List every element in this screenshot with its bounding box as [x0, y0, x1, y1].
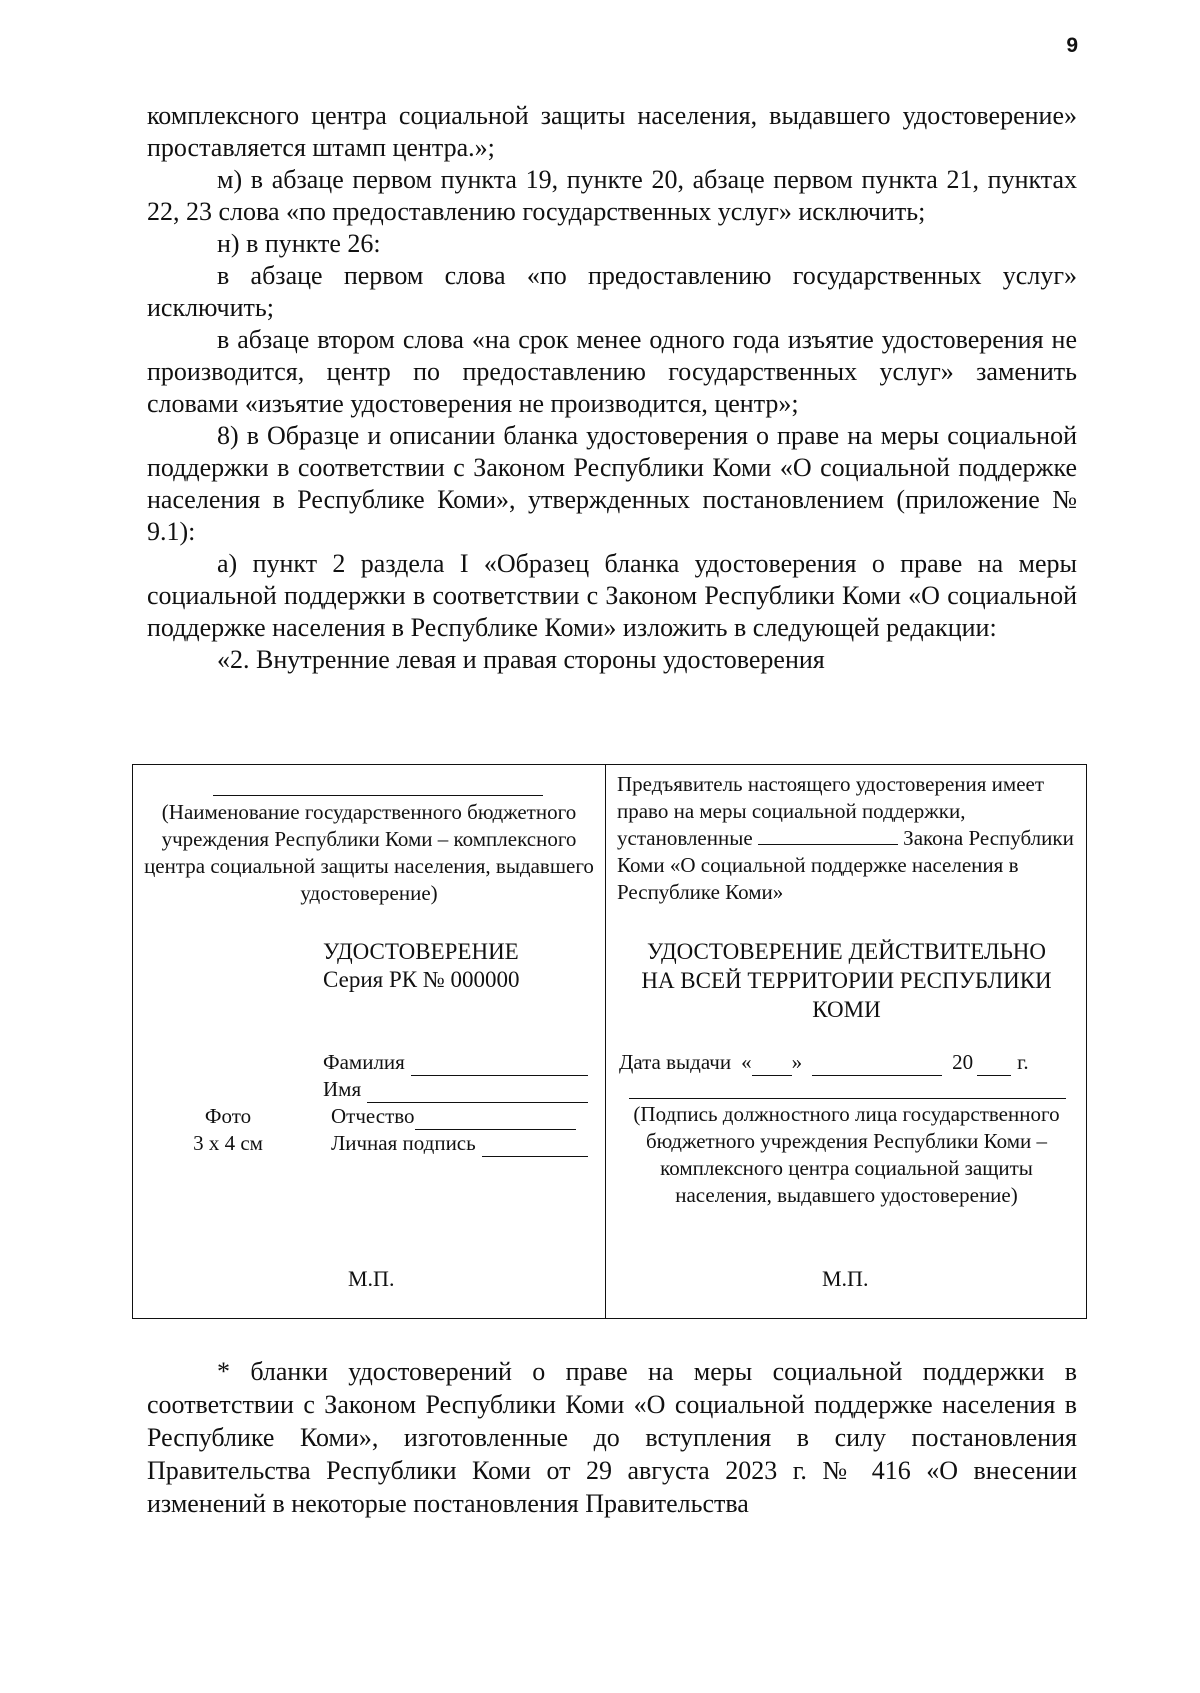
close-quote: »	[791, 1050, 803, 1074]
validity-statement	[607, 937, 1086, 1024]
issue-month-blank	[812, 1057, 942, 1076]
surname-field	[323, 1049, 588, 1076]
validity-line-1: УДОСТОВЕРЕНИЕ ДЕЙСТВИТЕЛЬНО	[647, 939, 1046, 964]
issue-year-blank	[977, 1057, 1011, 1076]
paragraph-first-abzac: в абзаце первом слова «по предоставлению государственных услуг» исключить;	[147, 261, 1077, 322]
form-left-side	[133, 765, 605, 1318]
paragraph-continuation: комплексного центра социальной защиты населения, выдавшего удостоверение» проставляется штамп центра.»;	[147, 101, 1077, 162]
holder-text-part2: Закона Республики Коми «О социальной поддержке населения в Республике Коми»	[617, 826, 1074, 904]
certificate-title: УДОСТОВЕРЕНИЕ	[323, 939, 519, 964]
footnote-text: * бланки удостоверений о праве на меры социальной поддержки в соответствии с Законом Республики Коми «О социальной поддержке населения в Республике Коми», изготовленные до вступления в силу постановления Правительства Республики Коми от 29 августа 2023 г. № 416 «О внесении изменений в некоторые постановления Правительства	[147, 1357, 1077, 1518]
certificate-series: Серия РК № 000000	[323, 967, 520, 992]
surname-blank-line	[411, 1055, 588, 1076]
issue-date-label: Дата выдачи	[619, 1050, 732, 1074]
law-article-blank-line	[758, 826, 898, 845]
patronymic-label: Отчество	[331, 1104, 415, 1128]
organization-caption: (Наименование государственного бюджетного учреждения Республики Коми – комплексного центра социальной защиты населения, выдавшего удостоверение)	[144, 800, 594, 905]
official-signature-caption: (Подпись должностного лица государственного бюджетного учреждения Республики Коми – комплексного центра социальной защиты населения, выдавшего удостоверение)	[633, 1102, 1060, 1207]
name-blank-line	[367, 1082, 588, 1103]
paragraph-form-heading: «2. Внутренние левая и правая стороны удостоверения	[217, 645, 825, 674]
form-right-side	[607, 765, 1086, 1318]
body-text	[147, 100, 1077, 676]
paragraph-second-abzac: в абзаце втором слова «на срок менее одного года изъятие удостоверения не производится, центр по предоставлению государственных услуг» заменить словами «изъятие удостоверения не производится, центр»;	[147, 325, 1077, 418]
personal-signature-blank-line	[482, 1136, 588, 1157]
name-label: Имя	[323, 1077, 362, 1101]
validity-line-3: КОМИ	[812, 997, 881, 1022]
form-column-divider	[605, 765, 606, 1318]
year-prefix: 20	[952, 1050, 974, 1074]
year-suffix: г.	[1017, 1050, 1029, 1074]
personal-signature-label: Личная подпись	[331, 1131, 476, 1155]
paragraph-item-a: а) пункт 2 раздела I «Образец бланка удостоверения о праве на меры социальной поддержки в соответствии с Законом Республики Коми «О социальной поддержке населения в Республике Коми» изложить в следующей редакции:	[147, 549, 1077, 642]
name-field	[323, 1076, 588, 1103]
page-number: 9	[1066, 34, 1078, 57]
patronymic-field	[331, 1103, 576, 1130]
photo-size: 3 х 4 см	[193, 1131, 263, 1155]
validity-line-2: НА ВСЕЙ ТЕРРИТОРИИ РЕСПУБЛИКИ	[641, 968, 1052, 993]
left-stamp-place: М.П.	[348, 1266, 395, 1291]
paragraph-item-8: 8) в Образце и описании бланка удостоверения о праве на меры социальной поддержки в соответствии с Законом Республики Коми «О социальной поддержке населения в Республике Коми», утвержденных постановлением (приложение № 9.1):	[147, 421, 1077, 546]
paragraph-item-n: н) в пункте 26:	[217, 229, 381, 258]
patronymic-blank-line	[415, 1109, 576, 1130]
footnote	[147, 1355, 1077, 1520]
holder-rights-text	[617, 771, 1080, 906]
personal-signature-field	[331, 1130, 588, 1157]
organization-name-line	[213, 795, 543, 796]
open-quote: «	[741, 1050, 752, 1074]
photo-placeholder	[173, 1103, 283, 1157]
official-signature-line	[629, 1098, 1066, 1099]
photo-label: Фото	[204, 1104, 252, 1128]
surname-label: Фамилия	[323, 1050, 405, 1074]
paragraph-item-m: м) в абзаце первом пункта 19, пункте 20, абзаце первом пункта 21, пунктах 22, 23 слова «по предоставлению государственных услуг» исключить;	[147, 165, 1077, 226]
issue-day-blank	[752, 1057, 792, 1076]
issue-date-field	[619, 1049, 1029, 1076]
holder-text-part1: Предъявитель настоящего удостоверения имеет право на меры социальной поддержки, установленные	[617, 772, 1045, 850]
right-stamp-place: М.П.	[822, 1266, 869, 1291]
certificate-form	[132, 764, 1087, 1319]
